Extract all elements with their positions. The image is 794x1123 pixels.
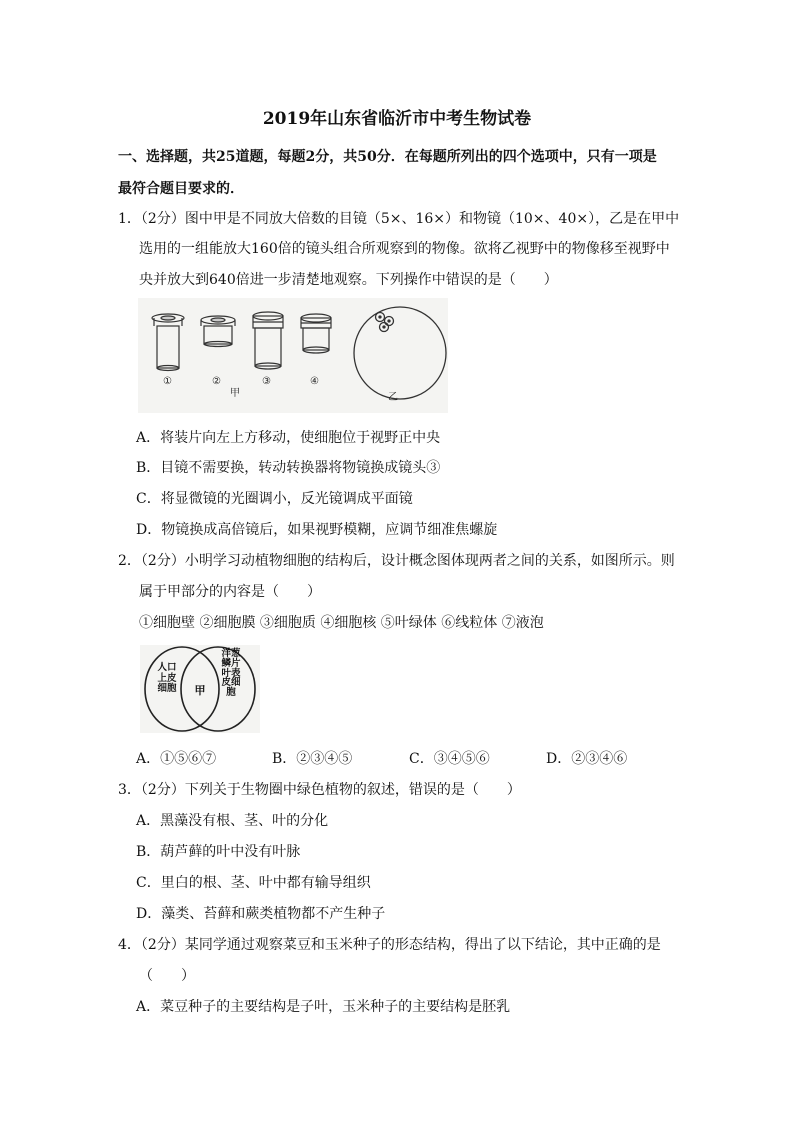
q1-option-c: C．将显微镜的光圈调小，反光镜调成平面镜 — [136, 491, 413, 507]
q3-option-b: B．葫芦藓的叶中没有叶脉 — [136, 844, 301, 860]
q2-stem-line2: 属于甲部分的内容是（ ） — [139, 584, 321, 600]
q2-option-d: D．②③④⑥ — [546, 751, 628, 767]
q1-option-d: D．物镜换成高倍镜后，如果视野模糊，应调节细准焦螺旋 — [136, 522, 498, 538]
q3-option-a: A．黑藻没有根、茎、叶的分化 — [136, 813, 329, 829]
venn-diagram — [140, 645, 260, 733]
q2-option-b: B．②③④⑤ — [272, 751, 353, 767]
q3-option-d: D．藻类、苔藓和蕨类植物都不产生种子 — [136, 906, 386, 922]
figure-background — [138, 298, 448, 413]
lens-label-2: ② — [212, 376, 221, 387]
figure-caption-yi: 乙 — [388, 392, 398, 403]
section-heading-line1: 一、选择题，共25道题，每题2分，共50分．在每题所列出的四个选项中，只有一项是 — [118, 149, 657, 165]
venn-left-label: 人口上皮细胞 — [157, 662, 177, 694]
q2-option-c: C．③④⑤⑥ — [409, 751, 490, 767]
q2-item-list: ①细胞壁 ②细胞膜 ③细胞质 ④细胞核 ⑤叶绿体 ⑥线粒体 ⑦液泡 — [139, 615, 544, 631]
venn-center-label: 甲 — [194, 684, 206, 697]
figure-caption-jia: 甲 — [230, 388, 240, 399]
q2-stem-line1: 2．（2分）小明学习动植物细胞的结构后，设计概念图体现两者之间的关系，如图所示。则 — [118, 553, 675, 569]
q1-stem-line1: 1．（2分）图中甲是不同放大倍数的目镜（5×、16×）和物镜（10×、40×），乙是在甲中 — [118, 211, 680, 227]
q3-stem-line1: 3．（2分）下列关于生物圈中绿色植物的叙述，错误的是（ ） — [118, 782, 521, 798]
page-title: 2019年山东省临沂市中考生物试卷 — [262, 109, 532, 129]
q4-stem-line2: （ ） — [139, 968, 195, 984]
q1-option-a: A．将装片向左上方移动，使细胞位于视野正中央 — [136, 430, 441, 446]
lens-label-4: ④ — [310, 376, 319, 387]
q1-stem-line3: 央并放大到640倍进一步清楚地观察。下列操作中错误的是（ ） — [139, 272, 558, 288]
lens-label-3: ③ — [262, 376, 271, 387]
microscope-lens-figure — [138, 298, 448, 413]
venn-right-label: 洋葱鳞片叶表皮细胞 — [221, 648, 241, 699]
q3-option-c: C．里白的根、茎、叶中都有输导组织 — [136, 875, 371, 891]
q2-option-a: A．①⑤⑥⑦ — [136, 751, 217, 767]
section-heading-line2: 最符合题目要求的． — [118, 181, 244, 197]
q4-option-a: A．菜豆种子的主要结构是子叶，玉米种子的主要结构是胚乳 — [136, 999, 511, 1015]
q1-option-b: B．目镜不需要换，转动转换器将物镜换成镜头③ — [136, 460, 441, 476]
q1-stem-line2: 选用的一组能放大160倍的镜头组合所观察到的物像。欲将乙视野中的物像移至视野中 — [139, 241, 670, 257]
lens-label-1: ① — [163, 376, 172, 387]
q4-stem-line1: 4．（2分）某同学通过观察菜豆和玉米种子的形态结构，得出了以下结论，其中正确的是 — [118, 937, 661, 953]
